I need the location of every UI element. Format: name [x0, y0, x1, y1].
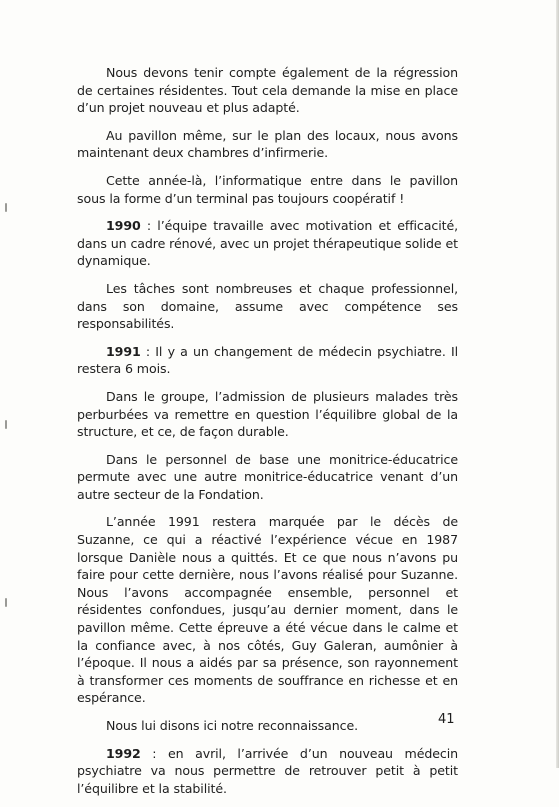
paragraph: Dans le personnel de base une monitrice-éducatrice permute avec une autre monitrice-éducatrice venant d’un autre secteur de la Fondation.	[77, 451, 458, 502]
margin-mark	[5, 598, 7, 607]
paragraph-1992: 1992 : en avril, l’arrivée d’un nouveau médecin psychiatre va nous permettre de retrouver petit à petit l’équilibre et la stabilité.	[77, 745, 458, 796]
body-text	[77, 64, 458, 807]
paragraph-1990: 1990 : l’équipe travaille avec motivation et efficacité, dans un cadre rénové, avec un projet thérapeutique solide et dynamique.	[77, 218, 458, 269]
paragraph: Les tâches sont nombreuses et chaque professionnel, dans son domaine, assume avec compétence ses responsabilités.	[77, 280, 458, 332]
paragraph: Au pavillon même, sur le plan des locaux, nous avons maintenant deux chambres d’infirmerie.	[77, 127, 458, 161]
paragraph: Nous devons tenir compte également de la régression de certaines résidentes. Tout cela demande la mise en place d’un projet nouveau et plus adapté.	[77, 65, 458, 116]
paragraph: Dans le groupe, l’admission de plusieurs malades très perburbées va remettre en question l’équilibre global de la structure, et ce, de façon durable.	[77, 388, 458, 440]
margin-mark	[5, 203, 7, 212]
year-label: 1991	[106, 343, 141, 359]
paragraph: Nous lui disons ici notre reconnaissance.	[106, 718, 359, 733]
paragraph: L’année 1991 restera marquée par le décès de Suzanne, ce qui a réactivé l’expérience vécue en 1987 lorsque Danièle nous a quittés. Et ce que nous n’avons pu faire pour cette dernière, nous l’avons réalisé pour Suzanne. Nous l’avons accompagnée ensemble, personnel et résidentes confondues, jusqu’au dernier moment, dans le pavillon même. Cette épreuve a été vécue dans le calme et la confiance avec, à nos côtés, Guy Galeran, aumônier à l’époque. Il nous a aidés par sa présence, son rayonnement à transformer ces moments de souffrance en richesse et en espérance.	[77, 514, 458, 706]
year-label: 1992	[106, 745, 141, 761]
margin-mark	[5, 420, 7, 429]
paragraph-1991: 1991 : Il y a un changement de médecin psychiatre. Il restera 6 mois.	[77, 343, 458, 377]
page-number: 41	[438, 712, 455, 727]
year-label: 1990	[106, 218, 141, 234]
paragraph: Cette année-là, l’informatique entre dans le pavillon sous la forme d’un terminal pas toujours coopératif !	[77, 172, 458, 206]
